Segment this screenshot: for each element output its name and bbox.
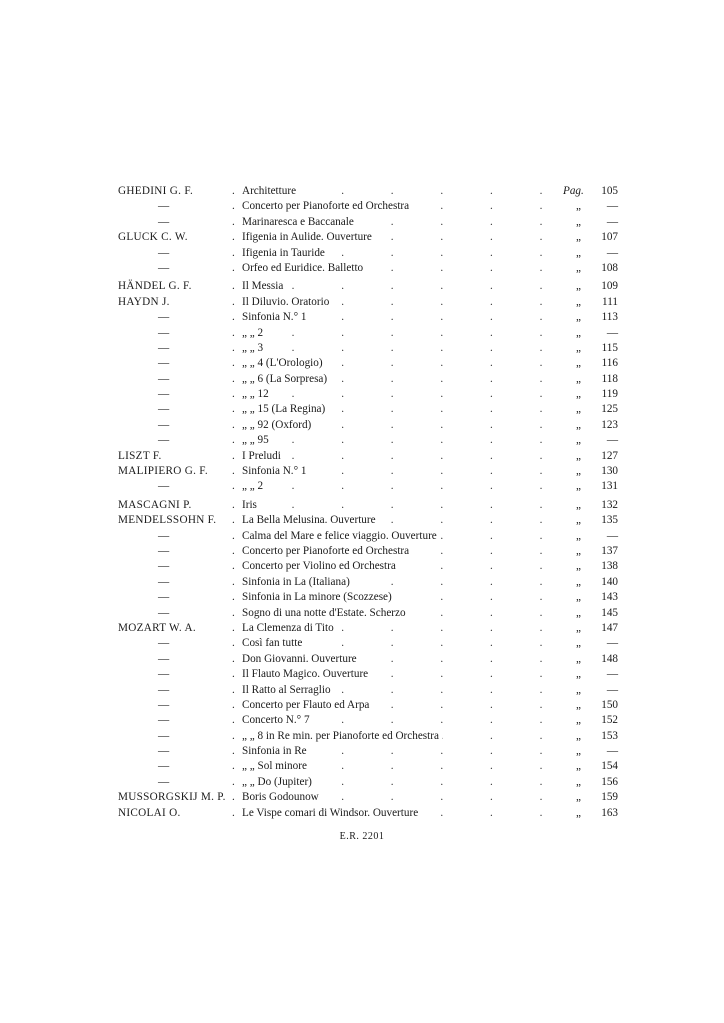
page-number: 137 xyxy=(601,544,618,557)
page-number: 119 xyxy=(601,388,618,401)
work-title xyxy=(242,729,578,744)
work-title-text: „ „ 2 xyxy=(242,327,266,339)
work-title-text: „ „ 3 xyxy=(242,342,266,354)
leader-dot: . xyxy=(232,606,235,619)
work-title xyxy=(242,606,578,621)
work-title-text: Marinaresca e Baccanale xyxy=(242,216,357,228)
work-title xyxy=(242,513,578,528)
composer-name: HÄNDEL G. F. xyxy=(118,280,192,293)
page-number: — xyxy=(606,326,618,339)
composer-name: NICOLAI O. xyxy=(118,806,181,819)
work-title xyxy=(242,529,578,544)
composer-name: — xyxy=(158,480,170,493)
index-entry xyxy=(118,667,618,682)
index-entry xyxy=(118,402,618,417)
page-number: 150 xyxy=(601,698,618,711)
leader-dot: . xyxy=(232,544,235,557)
work-title xyxy=(242,295,578,310)
ditto-mark: „ xyxy=(576,200,581,213)
ditto-mark: „ xyxy=(576,231,581,244)
ditto-mark: „ xyxy=(576,529,581,542)
composer-name: — xyxy=(158,357,170,370)
leader-dot: . xyxy=(232,591,235,604)
work-title-text: Sinfonia N.° 1 xyxy=(242,311,309,323)
work-title xyxy=(242,806,578,821)
page-number: 152 xyxy=(601,714,618,727)
work-title xyxy=(242,372,578,387)
ditto-mark: „ xyxy=(576,652,581,665)
composer-name: — xyxy=(158,544,170,557)
index-entry xyxy=(118,418,618,433)
composer-name: — xyxy=(158,637,170,650)
index-list xyxy=(118,184,618,821)
composer-name: — xyxy=(158,403,170,416)
composer-name: — xyxy=(158,760,170,773)
index-entry xyxy=(118,775,618,790)
page-number: 145 xyxy=(601,606,618,619)
ditto-mark: „ xyxy=(576,606,581,619)
work-title-text: Sinfonia N.° 1 xyxy=(242,465,309,477)
composer-name: — xyxy=(158,418,170,431)
work-title xyxy=(242,215,578,230)
work-title xyxy=(242,575,578,590)
work-title-text: Architetture xyxy=(242,185,299,197)
leader-dot: . xyxy=(232,403,235,416)
page-number: 148 xyxy=(601,652,618,665)
leader-dot: . xyxy=(232,388,235,401)
page-number: 115 xyxy=(601,341,618,354)
index-entry xyxy=(118,806,618,821)
work-title xyxy=(242,279,578,294)
ditto-mark: „ xyxy=(576,326,581,339)
page-number: 125 xyxy=(601,403,618,416)
ditto-mark: „ xyxy=(576,388,581,401)
leader-dot: . xyxy=(232,806,235,819)
page-number: — xyxy=(606,215,618,228)
leader-dot: . xyxy=(232,341,235,354)
leader-dot: . xyxy=(232,714,235,727)
index-entry xyxy=(118,759,618,774)
composer-name: GLUCK C. W. xyxy=(118,231,188,244)
ditto-mark: „ xyxy=(576,544,581,557)
composer-name: MALIPIERO G. F. xyxy=(118,465,209,478)
work-title xyxy=(242,590,578,605)
work-title xyxy=(242,310,578,325)
page-number: 131 xyxy=(601,480,618,493)
index-entry xyxy=(118,790,618,805)
leader-dot: . xyxy=(232,575,235,588)
work-title xyxy=(242,683,578,698)
work-title xyxy=(242,559,578,574)
work-title-text: Concerto N.° 7 xyxy=(242,714,313,726)
work-title xyxy=(242,433,578,448)
work-title-text: Il Flauto Magico. Ouverture xyxy=(242,668,371,680)
work-title-text: Il Ratto al Serraglio xyxy=(242,684,334,696)
ditto-mark: „ xyxy=(576,729,581,742)
page-number: 138 xyxy=(601,560,618,573)
work-title-text: „ „ 12 xyxy=(242,388,272,400)
ditto-mark: „ xyxy=(576,560,581,573)
index-entry xyxy=(118,652,618,667)
index-entry xyxy=(118,246,618,261)
composer-name: — xyxy=(158,606,170,619)
work-title xyxy=(242,713,578,728)
leader-dot: . xyxy=(232,372,235,385)
composer-name: — xyxy=(158,326,170,339)
work-title xyxy=(242,621,578,636)
leader-dot: . xyxy=(232,668,235,681)
work-title-text: Concerto per Flauto ed Arpa xyxy=(242,699,372,711)
index-entry xyxy=(118,729,618,744)
composer-name: — xyxy=(158,372,170,385)
leader-dot: . xyxy=(232,200,235,213)
index-entry xyxy=(118,199,618,214)
composer-name: MENDELSSOHN F. xyxy=(118,514,217,527)
index-entry xyxy=(118,621,618,636)
ditto-mark: „ xyxy=(576,591,581,604)
work-title-text: „ „ 4 (L'Orologio) xyxy=(242,357,326,369)
ditto-mark: „ xyxy=(576,311,581,324)
work-title-text: Sogno di una notte d'Estate. Scherzo xyxy=(242,607,409,619)
work-title xyxy=(242,464,578,479)
index-entry xyxy=(118,279,618,294)
page-number: 140 xyxy=(601,575,618,588)
work-title-text: Concerto per Pianoforte ed Orchestra xyxy=(242,545,412,557)
work-title xyxy=(242,402,578,417)
ditto-mark: „ xyxy=(576,418,581,431)
work-title xyxy=(242,744,578,759)
page-number: 116 xyxy=(601,357,618,370)
work-title-text: Il Messia xyxy=(242,280,286,292)
page-number: — xyxy=(606,200,618,213)
work-title-text: „ „ 15 (La Regina) xyxy=(242,403,328,415)
index-entry xyxy=(118,575,618,590)
work-title-text: „ „ 92 (Oxford) xyxy=(242,419,314,431)
composer-name: — xyxy=(158,729,170,742)
leader-dot: . xyxy=(232,280,235,293)
work-title xyxy=(242,636,578,651)
ditto-mark: „ xyxy=(576,806,581,819)
ditto-mark: „ xyxy=(576,465,581,478)
leader-dot: . xyxy=(232,529,235,542)
work-title-text: „ „ Do (Jupiter) xyxy=(242,776,315,788)
composer-name: GHEDINI G. F. xyxy=(118,185,194,197)
work-title xyxy=(242,698,578,713)
leader-dot: . xyxy=(232,418,235,431)
index-entry xyxy=(118,479,618,494)
index-entry xyxy=(118,230,618,245)
ditto-mark: „ xyxy=(576,280,581,293)
composer-name: — xyxy=(158,215,170,228)
composer-name: MASCAGNI P. xyxy=(118,498,192,511)
leader-dot: . xyxy=(232,560,235,573)
ditto-mark: „ xyxy=(576,246,581,259)
page-number: 143 xyxy=(601,591,618,604)
ditto-mark: „ xyxy=(576,575,581,588)
leader-dot: . xyxy=(232,311,235,324)
leader-dot: . xyxy=(232,326,235,339)
leader-dot: . xyxy=(232,791,235,804)
page-number: 156 xyxy=(601,775,618,788)
index-entry xyxy=(118,215,618,230)
work-title-text: Sinfonia in La (Italiana) xyxy=(242,576,353,588)
index-entry xyxy=(118,559,618,574)
work-title xyxy=(242,790,578,805)
ditto-mark: „ xyxy=(576,791,581,804)
index-entry xyxy=(118,698,618,713)
page-number: 163 xyxy=(601,806,618,819)
work-title-text: Il Diluvio. Oratorio xyxy=(242,296,332,308)
leader-dot: . xyxy=(232,215,235,228)
index-entry xyxy=(118,310,618,325)
index-entry xyxy=(118,184,618,199)
work-title-text: Calma del Mare e felice viaggio. Ouverture xyxy=(242,530,440,542)
page-number: 105 xyxy=(601,185,618,197)
work-title-text: Le Vispe comari di Windsor. Ouverture xyxy=(242,807,421,819)
ditto-mark: „ xyxy=(576,215,581,228)
page-number: 123 xyxy=(601,418,618,431)
ditto-mark: „ xyxy=(576,480,581,493)
work-title xyxy=(242,449,578,464)
index-entry xyxy=(118,295,618,310)
leader-dot: . xyxy=(232,295,235,308)
composer-name: — xyxy=(158,652,170,665)
leader-dot: . xyxy=(232,231,235,244)
ditto-mark: „ xyxy=(576,698,581,711)
leader-dot: . xyxy=(232,185,235,197)
composer-name: — xyxy=(158,591,170,604)
work-title-text: „ „ Sol minore xyxy=(242,760,310,772)
index-entry xyxy=(118,606,618,621)
work-title-text: Sinfonia in Re xyxy=(242,745,310,757)
ditto-mark: „ xyxy=(576,775,581,788)
composer-name: — xyxy=(158,434,170,447)
index-entry xyxy=(118,713,618,728)
work-title xyxy=(242,184,578,199)
work-title-text: Don Giovanni. Ouverture xyxy=(242,653,360,665)
work-title-text: Concerto per Pianoforte ed Orchestra xyxy=(242,200,412,212)
leader-dot: . xyxy=(232,434,235,447)
composer-name: — xyxy=(158,311,170,324)
work-title xyxy=(242,387,578,402)
ditto-mark: „ xyxy=(576,621,581,634)
leader-dot: . xyxy=(232,480,235,493)
ditto-mark: „ xyxy=(576,295,581,308)
work-title xyxy=(242,775,578,790)
work-title xyxy=(242,498,578,513)
ditto-mark: „ xyxy=(576,449,581,462)
page-number: 111 xyxy=(602,295,618,308)
leader-dot: . xyxy=(232,261,235,274)
page-number: — xyxy=(606,745,618,758)
index-entry xyxy=(118,464,618,479)
work-title-text: „ „ 95 xyxy=(242,434,272,446)
work-title xyxy=(242,759,578,774)
page-number: 159 xyxy=(601,791,618,804)
work-title-text: „ „ 2 xyxy=(242,480,266,492)
page-number: 109 xyxy=(601,280,618,293)
leader-dot: . xyxy=(232,246,235,259)
index-entry xyxy=(118,590,618,605)
work-title-text: Così fan tutte xyxy=(242,637,305,649)
work-title-text: Ifigenia in Aulide. Ouverture xyxy=(242,231,375,243)
leader-dot: . xyxy=(232,652,235,665)
work-title xyxy=(242,667,578,682)
page-footer: E.R. 2201 xyxy=(339,831,385,842)
leader-dot: . xyxy=(232,775,235,788)
composer-name: — xyxy=(158,246,170,259)
composer-name: — xyxy=(158,714,170,727)
leader-dot: . xyxy=(232,698,235,711)
page-number: 154 xyxy=(601,760,618,773)
ditto-mark: „ xyxy=(576,403,581,416)
page-number: 132 xyxy=(601,498,618,511)
page-number: 135 xyxy=(601,514,618,527)
page-number: 118 xyxy=(601,372,618,385)
ditto-mark: „ xyxy=(576,261,581,274)
page-label: Pag. xyxy=(563,185,584,197)
index-entry xyxy=(118,449,618,464)
composer-name: LISZT F. xyxy=(118,449,162,462)
leader-dot: . xyxy=(232,357,235,370)
work-title xyxy=(242,246,578,261)
composer-name: — xyxy=(158,668,170,681)
page-number: — xyxy=(606,246,618,259)
ditto-mark: „ xyxy=(576,745,581,758)
composer-name: — xyxy=(158,560,170,573)
index-entry xyxy=(118,341,618,356)
page-number: — xyxy=(606,637,618,650)
ditto-mark: „ xyxy=(576,372,581,385)
ditto-mark: „ xyxy=(576,498,581,511)
ditto-mark: „ xyxy=(576,357,581,370)
work-title-text: La Clemenza di Tito xyxy=(242,622,337,634)
composer-name: — xyxy=(158,683,170,696)
work-title-text: La Bella Melusina. Ouverture xyxy=(242,514,379,526)
composer-name: — xyxy=(158,698,170,711)
work-title-text: Concerto per Violino ed Orchestra xyxy=(242,560,399,572)
leader-dot: . xyxy=(232,729,235,742)
index-entry xyxy=(118,261,618,276)
index-entry xyxy=(118,326,618,341)
composer-name: — xyxy=(158,200,170,213)
index-entry xyxy=(118,356,618,371)
index-entry xyxy=(118,387,618,402)
leader-dot: . xyxy=(232,683,235,696)
work-title xyxy=(242,230,578,245)
page-number: — xyxy=(606,529,618,542)
composer-name: HAYDN J. xyxy=(118,295,170,308)
page-number: 130 xyxy=(601,465,618,478)
index-entry xyxy=(118,744,618,759)
work-title xyxy=(242,341,578,356)
composer-name: — xyxy=(158,775,170,788)
work-title-text: Sinfonia in La minore (Scozzese) xyxy=(242,591,395,603)
page-number: 127 xyxy=(601,449,618,462)
page-number: — xyxy=(606,434,618,447)
work-title-text: Ifigenia in Tauride xyxy=(242,247,328,259)
index-entry xyxy=(118,513,618,528)
index-entry xyxy=(118,498,618,513)
ditto-mark: „ xyxy=(576,668,581,681)
work-title xyxy=(242,199,578,214)
leader-dot: . xyxy=(232,449,235,462)
leader-dot: . xyxy=(232,514,235,527)
ditto-mark: „ xyxy=(576,637,581,650)
leader-dot: . xyxy=(232,760,235,773)
index-entry xyxy=(118,544,618,559)
leader-dot: . xyxy=(232,621,235,634)
leader-dot: . xyxy=(232,745,235,758)
work-title-text: „ „ 8 in Re min. per Pianoforte ed Orchestra xyxy=(242,730,442,742)
page-number: 153 xyxy=(601,729,618,742)
page-number: — xyxy=(606,668,618,681)
work-title xyxy=(242,326,578,341)
index-entry xyxy=(118,529,618,544)
work-title xyxy=(242,261,578,276)
work-title xyxy=(242,544,578,559)
composer-name: MUSSORGSKIJ M. P. xyxy=(118,791,226,804)
work-title-text: „ „ 6 (La Sorpresa) xyxy=(242,373,330,385)
index-entry xyxy=(118,636,618,651)
composer-name: — xyxy=(158,745,170,758)
work-title xyxy=(242,479,578,494)
page-number: 108 xyxy=(601,261,618,274)
ditto-mark: „ xyxy=(576,760,581,773)
ditto-mark: „ xyxy=(576,714,581,727)
composer-name: — xyxy=(158,341,170,354)
page-number: 113 xyxy=(601,311,618,324)
index-entry xyxy=(118,372,618,387)
page-number: 107 xyxy=(601,231,618,244)
ditto-mark: „ xyxy=(576,683,581,696)
composer-name: — xyxy=(158,529,170,542)
work-title xyxy=(242,652,578,667)
work-title xyxy=(242,356,578,371)
leader-dot: . xyxy=(232,637,235,650)
work-title-text: I Preludi xyxy=(242,450,284,462)
leader-dot: . xyxy=(232,465,235,478)
page-number: 147 xyxy=(601,621,618,634)
index-entry xyxy=(118,433,618,448)
work-title-text: Orfeo ed Euridice. Balletto xyxy=(242,262,366,274)
work-title xyxy=(242,418,578,433)
composer-name: — xyxy=(158,261,170,274)
ditto-mark: „ xyxy=(576,434,581,447)
leader-dot: . xyxy=(232,498,235,511)
page-number: — xyxy=(606,683,618,696)
index-entry xyxy=(118,683,618,698)
composer-name: MOZART W. A. xyxy=(118,621,196,634)
ditto-mark: „ xyxy=(576,341,581,354)
composer-name: — xyxy=(158,388,170,401)
ditto-mark: „ xyxy=(576,514,581,527)
composer-name: — xyxy=(158,575,170,588)
work-title-text: Boris Godounow xyxy=(242,791,322,803)
work-title-text: Iris xyxy=(242,499,260,511)
